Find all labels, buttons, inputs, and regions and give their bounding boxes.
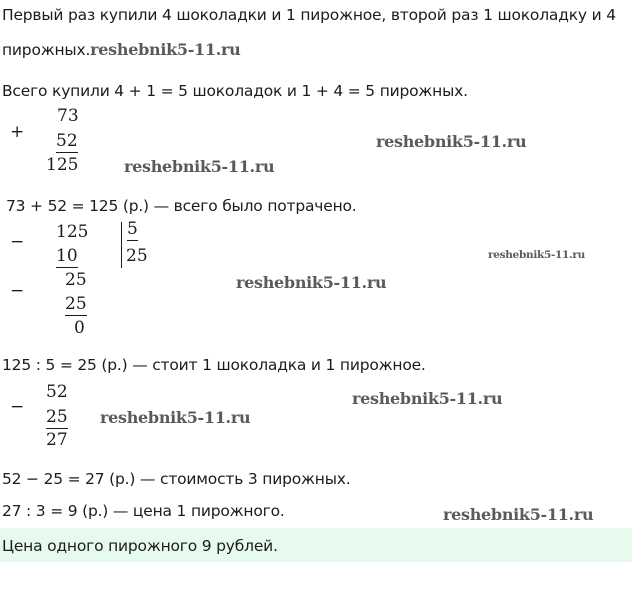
addition-sign: +	[10, 122, 25, 142]
answer-box	[0, 528, 632, 562]
problem-intro-line-2	[2, 40, 240, 59]
watermark-1: reshebnik5-11.ru	[124, 157, 275, 176]
addition-result: 125	[46, 155, 79, 175]
subtraction-operand-a: 52	[46, 382, 68, 402]
watermark-6: reshebnik5-11.ru	[352, 389, 503, 408]
division-quotient: 25	[126, 246, 148, 266]
division-subtract-2: 25	[65, 294, 87, 314]
watermark-2: reshebnik5-11.ru	[376, 132, 527, 151]
division-remainder-2: 0	[74, 318, 85, 338]
subtraction-result: 27	[46, 430, 68, 450]
problem-intro-line-1: Первый раз купили 4 шоколадки и 1 пирожное, второй раз 1 шоколадку и 4	[2, 6, 616, 24]
division-subtract-1: 10	[56, 246, 78, 266]
three-pastries-cost-sentence: 52 − 25 = 27 (р.) — стоимость 3 пирожных.	[2, 470, 351, 488]
addition-operand-a: 73	[57, 106, 79, 126]
watermark-inline: reshebnik5-11.ru	[90, 40, 241, 59]
division-dividend: 125	[56, 222, 89, 242]
watermark-5: reshebnik5-11.ru	[100, 408, 251, 427]
one-set-cost-sentence: 125 : 5 = 25 (р.) — стоит 1 шоколадка и 1 пирожное.	[2, 356, 426, 374]
addition-operand-b: 52	[56, 131, 78, 151]
division-remainder-1: 25	[65, 270, 87, 290]
total-purchased-sentence: Всего купили 4 + 1 = 5 шоколадок и 1 + 4 = 5 пирожных.	[2, 82, 468, 100]
division-minus-1: −	[10, 232, 25, 252]
division-minus-2: −	[10, 281, 25, 301]
subtraction-sign: −	[10, 397, 25, 417]
total-spent-sentence: 73 + 52 = 125 (р.) — всего было потрачено.	[6, 197, 357, 215]
division-bracket	[121, 222, 122, 268]
one-pastry-price-sentence: 27 : 3 = 9 (р.) — цена 1 пирожного.	[2, 502, 285, 520]
answer-text: Цена одного пирожного 9 рублей.	[2, 537, 278, 555]
watermark-3: reshebnik5-11.ru	[488, 249, 585, 261]
subtraction-operand-b: 25	[46, 407, 68, 427]
division-divisor: 5	[127, 219, 138, 239]
watermark-7: reshebnik5-11.ru	[443, 505, 594, 524]
problem-intro-line-2-text: пирожных.	[2, 41, 91, 59]
watermark-4: reshebnik5-11.ru	[236, 273, 387, 292]
